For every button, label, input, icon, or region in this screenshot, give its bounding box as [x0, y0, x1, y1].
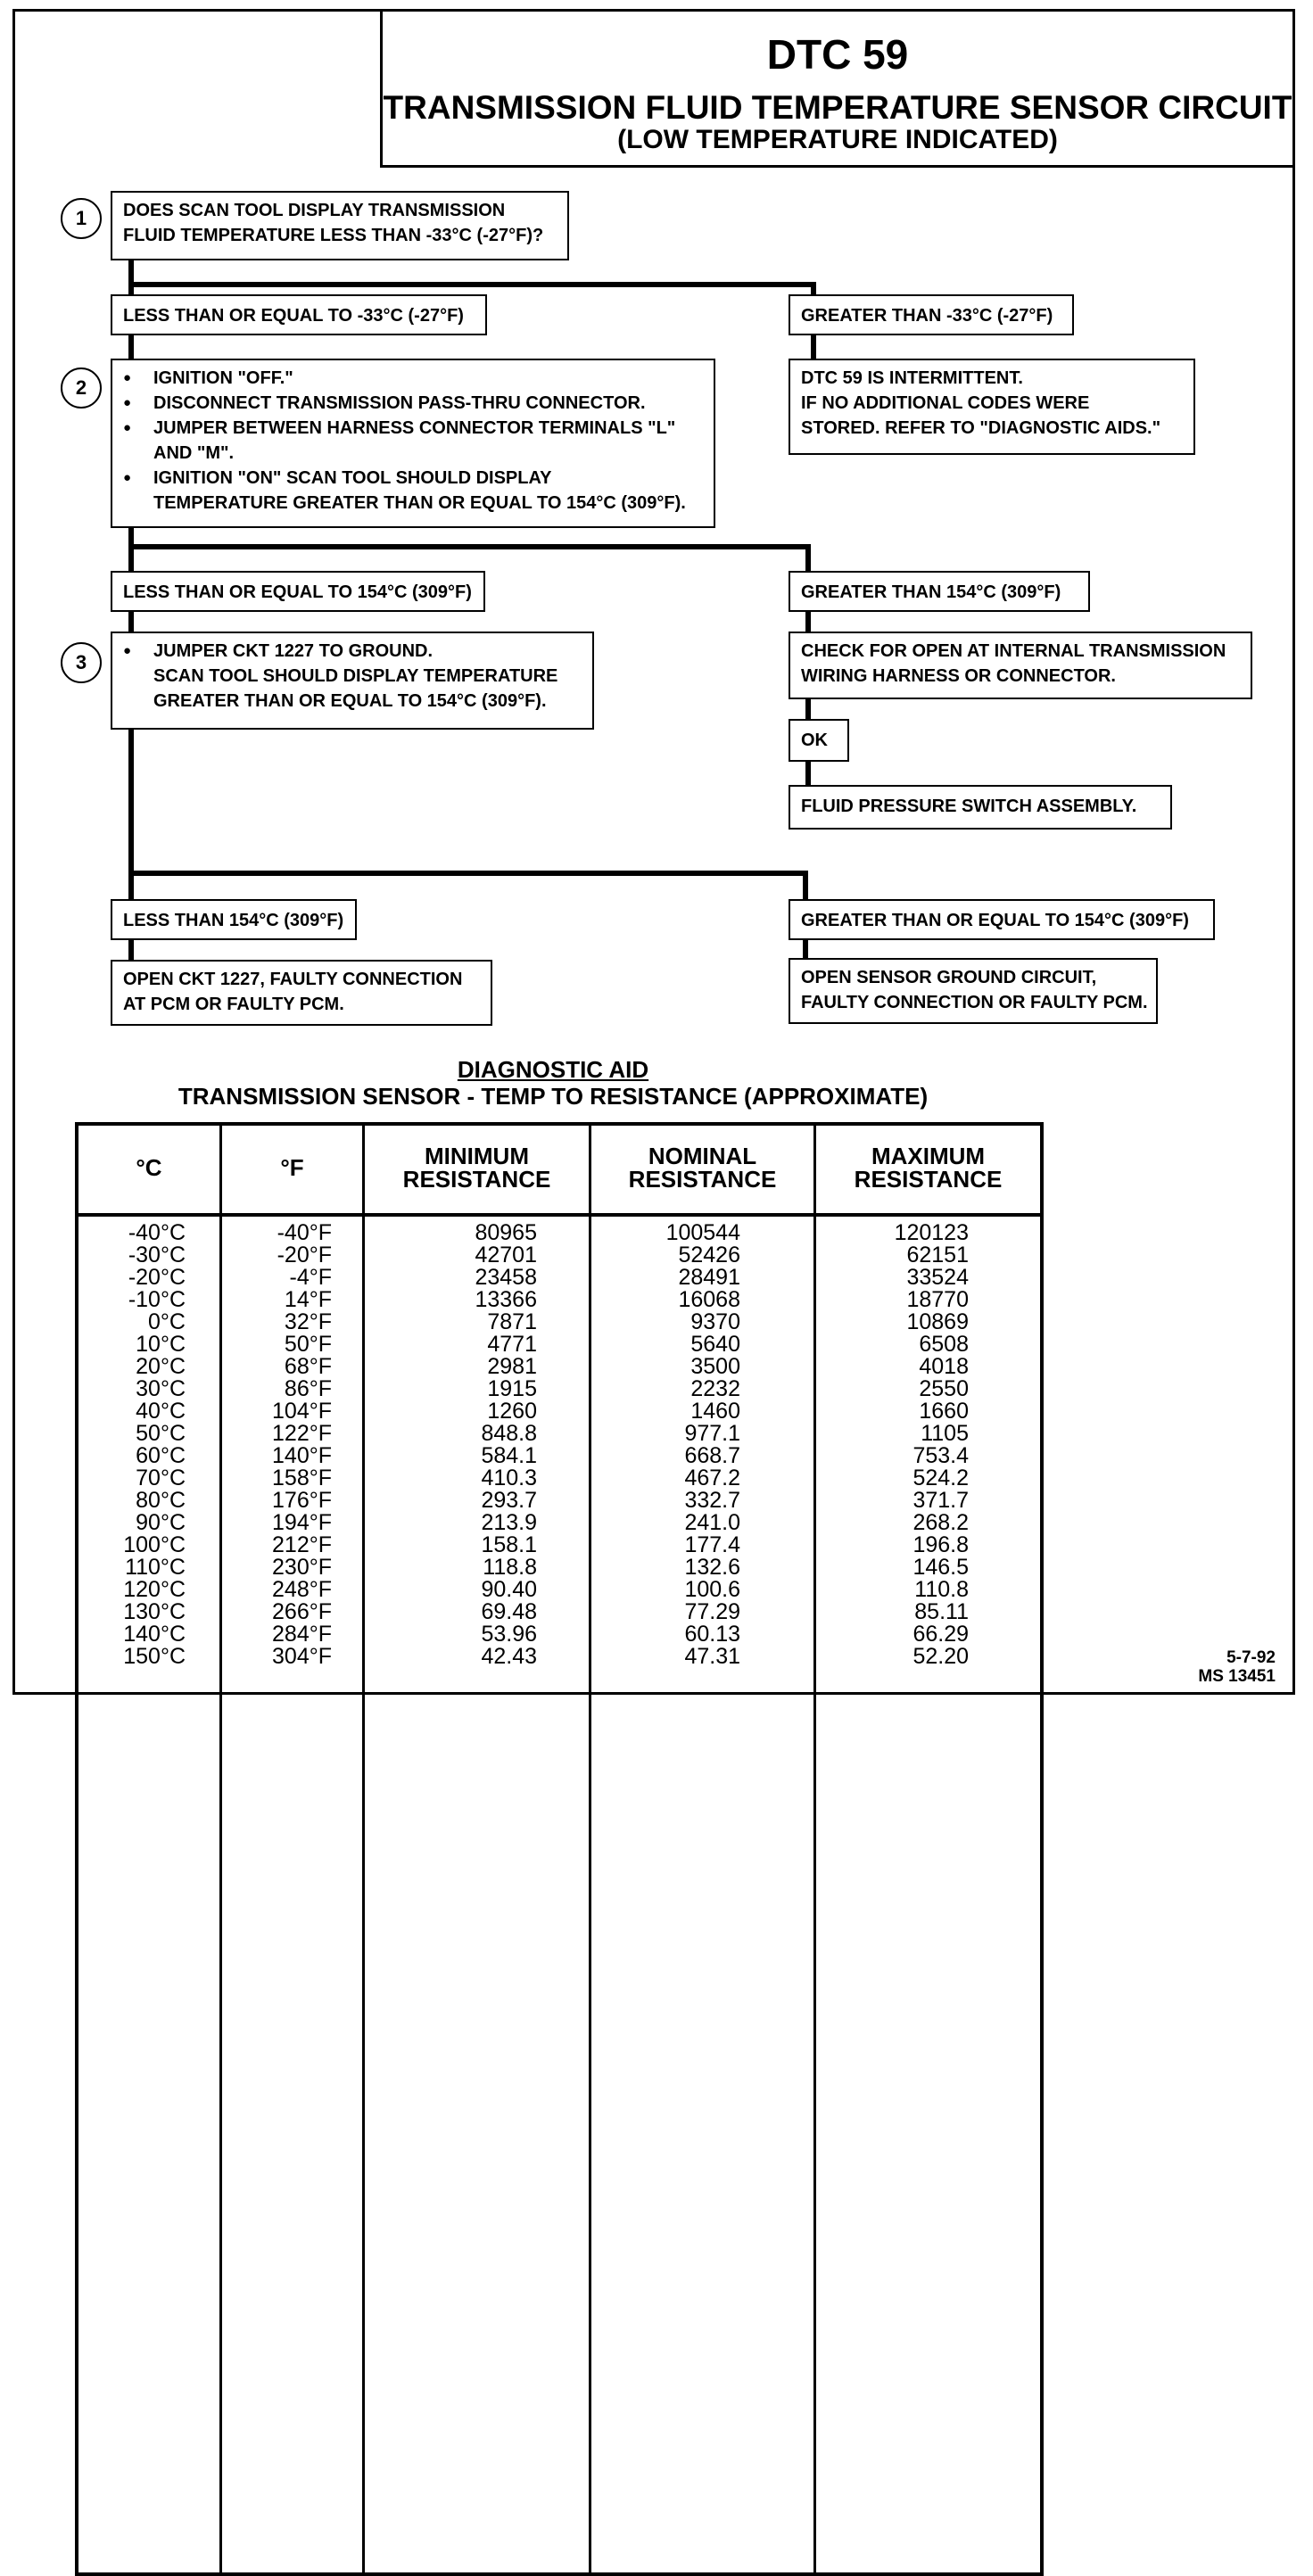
nominal-resistance-cell: 467.2 [684, 1466, 740, 1490]
min-resistance-cell: 848.8 [481, 1421, 537, 1446]
max-resistance-cell: 52.20 [912, 1644, 969, 1669]
nominal-resistance-cell: 77.29 [684, 1599, 740, 1624]
max-resistance-cell: 6508 [919, 1332, 969, 1357]
nominal-resistance-cell: 5640 [690, 1332, 740, 1357]
max-resistance-cell: 4018 [919, 1354, 969, 1379]
nominal-resistance-column [590, 1222, 740, 1668]
branch-1-right-result [789, 359, 1195, 455]
fahrenheit-cell: -40°F [277, 1220, 332, 1245]
footer-ref: MS 13451 [1198, 1667, 1276, 1686]
connector [128, 334, 134, 360]
min-resistance-cell: 42701 [475, 1243, 537, 1267]
celsius-cell: 30°C [136, 1376, 186, 1401]
step-1-number: 1 [61, 198, 102, 239]
diagnostic-aid-subtitle: TRANSMISSION SENSOR - TEMP TO RESISTANCE (APPROXIMATE) [178, 1083, 929, 1110]
fahrenheit-cell: 266°F [272, 1599, 332, 1624]
min-resistance-cell: 410.3 [481, 1466, 537, 1490]
min-resistance-cell: 53.96 [481, 1622, 537, 1647]
celsius-cell: 100°C [123, 1532, 186, 1557]
step-2-item: ● IGNITION "OFF." [123, 366, 703, 391]
minimum-resistance-column [364, 1222, 537, 1668]
step-2-number: 2 [61, 367, 102, 409]
min-resistance-cell: 118.8 [483, 1555, 537, 1580]
nominal-resistance-cell: 177.4 [684, 1532, 740, 1557]
celsius-cell: 130°C [123, 1599, 186, 1624]
connector [128, 938, 134, 962]
min-resistance-cell: 69.48 [481, 1599, 537, 1624]
nominal-resistance-cell: 1460 [690, 1399, 740, 1424]
connector [805, 762, 811, 785]
branch-3-right-result [789, 958, 1158, 1024]
result-line: OPEN SENSOR GROUND CIRCUIT, [801, 968, 1097, 987]
connector [128, 282, 815, 287]
min-resistance-cell: 293.7 [481, 1488, 537, 1513]
footer-reference [1198, 1648, 1276, 1686]
step-1-line: FLUID TEMPERATURE LESS THAN -33°C (-27°F)? [123, 226, 544, 245]
max-resistance-cell: 268.2 [912, 1510, 969, 1535]
nominal-resistance-cell: 52426 [678, 1243, 740, 1267]
fahrenheit-cell: 248°F [272, 1577, 332, 1602]
celsius-cell: 90°C [136, 1510, 186, 1535]
fahrenheit-cell: 50°F [284, 1332, 332, 1357]
connector [803, 871, 808, 903]
branch-2-right-check [789, 632, 1252, 699]
nominal-resistance-cell: 241.0 [684, 1510, 740, 1535]
check-line: WIRING HARNESS OR CONNECTOR. [801, 666, 1116, 686]
step-2-item-continued: TEMPERATURE GREATER THAN OR EQUAL TO 154°C (309°F). [153, 493, 686, 513]
fahrenheit-cell: 104°F [272, 1399, 332, 1424]
nominal-resistance-cell: 332.7 [684, 1488, 740, 1513]
header-nominal-resistance: NOMINAL RESISTANCE [628, 1143, 777, 1193]
connector [811, 334, 816, 360]
step-2-item: ● IGNITION "ON" SCAN TOOL SHOULD DISPLAY [123, 466, 703, 491]
fahrenheit-cell: 194°F [272, 1510, 332, 1535]
result-line: DTC 59 IS INTERMITTENT. [801, 368, 1023, 388]
ok-label: OK [789, 719, 849, 762]
connector [805, 612, 811, 633]
fahrenheit-cell: 230°F [272, 1555, 332, 1580]
diagnostic-aid-title: DIAGNOSTIC AID [457, 1056, 649, 1083]
celsius-cell: -30°C [128, 1243, 186, 1267]
step-3-item-continued: GREATER THAN OR EQUAL TO 154°C (309°F). [153, 691, 547, 711]
nominal-resistance-cell: 668.7 [684, 1443, 740, 1468]
step-3-instructions [111, 632, 594, 730]
fahrenheit-cell: 86°F [284, 1376, 332, 1401]
branch-1-left-label: LESS THAN OR EQUAL TO -33°C (-27°F) [111, 294, 487, 335]
min-resistance-cell: 90.40 [481, 1577, 537, 1602]
step-1-line: DOES SCAN TOOL DISPLAY TRANSMISSION [123, 201, 506, 220]
result-line: FAULTY CONNECTION OR FAULTY PCM. [801, 993, 1148, 1012]
celsius-cell: 110°C [125, 1555, 186, 1580]
branch-3-right-label: GREATER THAN OR EQUAL TO 154°C (309°F) [789, 899, 1215, 940]
branch-3-left-label: LESS THAN 154°C (309°F) [111, 899, 357, 940]
branch-2-left-label: LESS THAN OR EQUAL TO 154°C (309°F) [111, 571, 485, 612]
max-resistance-cell: 1105 [921, 1421, 969, 1446]
min-resistance-cell: 1260 [487, 1399, 537, 1424]
step-2-instructions [111, 359, 715, 528]
celsius-cell: 140°C [123, 1622, 186, 1647]
min-resistance-cell: 80965 [475, 1220, 537, 1245]
connector [811, 282, 816, 294]
result-line: OPEN CKT 1227, FAULTY CONNECTION [123, 970, 463, 989]
step-1-question [111, 191, 569, 260]
fahrenheit-cell: 68°F [284, 1354, 332, 1379]
fahrenheit-cell: 176°F [272, 1488, 332, 1513]
min-resistance-cell: 213.9 [481, 1510, 537, 1535]
max-resistance-cell: 18770 [906, 1287, 969, 1312]
page-title: TRANSMISSION FLUID TEMPERATURE SENSOR CIRCUIT [383, 89, 1292, 126]
min-resistance-cell: 42.43 [481, 1644, 537, 1669]
fahrenheit-cell: 158°F [272, 1466, 332, 1490]
fahrenheit-cell: -20°F [277, 1243, 332, 1267]
header-minimum-resistance: MINIMUM RESISTANCE [402, 1143, 551, 1193]
connector [128, 730, 134, 903]
celsius-cell: 70°C [136, 1466, 186, 1490]
celsius-cell: -40°C [128, 1220, 186, 1245]
celsius-cell: 20°C [136, 1354, 186, 1379]
connector [128, 259, 134, 294]
nominal-resistance-cell: 3500 [690, 1354, 740, 1379]
celsius-cell: 150°C [123, 1644, 186, 1669]
step-2-item: ● DISCONNECT TRANSMISSION PASS-THRU CONNECTOR. [123, 391, 703, 416]
max-resistance-cell: 196.8 [912, 1532, 969, 1557]
celsius-cell: 60°C [136, 1443, 186, 1468]
celsius-cell: -10°C [128, 1287, 186, 1312]
max-resistance-cell: 753.4 [912, 1443, 969, 1468]
max-resistance-cell: 1660 [919, 1399, 969, 1424]
min-resistance-cell: 2981 [487, 1354, 537, 1379]
celsius-cell: 0°C [148, 1309, 186, 1334]
connector [128, 612, 134, 633]
step-3-item-continued: SCAN TOOL SHOULD DISPLAY TEMPERATURE [153, 666, 558, 686]
page-subtitle: (LOW TEMPERATURE INDICATED) [617, 125, 1058, 154]
max-resistance-cell: 110.8 [914, 1577, 969, 1602]
celsius-cell: 120°C [123, 1577, 186, 1602]
min-resistance-cell: 158.1 [481, 1532, 537, 1557]
header-maximum-resistance: MAXIMUM RESISTANCE [854, 1143, 1003, 1193]
celsius-cell: 80°C [136, 1488, 186, 1513]
nominal-resistance-cell: 100544 [665, 1220, 740, 1245]
branch-3-left-result [111, 960, 492, 1026]
step-2-item: ● JUMPER BETWEEN HARNESS CONNECTOR TERMINALS "L" [123, 416, 703, 441]
celsius-cell: 10°C [136, 1332, 186, 1357]
result-line: AT PCM OR FAULTY PCM. [123, 995, 344, 1014]
nominal-resistance-cell: 47.31 [684, 1644, 740, 1669]
max-resistance-cell: 62151 [906, 1243, 969, 1267]
fahrenheit-column [219, 1222, 332, 1668]
step-3-item: ● JUMPER CKT 1227 TO GROUND. [123, 639, 582, 664]
max-resistance-cell: 146.5 [912, 1555, 969, 1580]
result-line: IF NO ADDITIONAL CODES WERE [801, 393, 1090, 413]
max-resistance-cell: 85.11 [914, 1599, 969, 1624]
check-line: CHECK FOR OPEN AT INTERNAL TRANSMISSION [801, 641, 1226, 661]
fahrenheit-cell: 284°F [272, 1622, 332, 1647]
step-2-item-continued: AND "M". [153, 443, 235, 463]
branch-1-right-label: GREATER THAN -33°C (-27°F) [789, 294, 1074, 335]
connector [128, 871, 808, 876]
connector [803, 938, 808, 960]
min-resistance-cell: 4771 [487, 1332, 537, 1357]
max-resistance-cell: 371.7 [912, 1488, 969, 1513]
max-resistance-cell: 524.2 [912, 1466, 969, 1490]
nominal-resistance-cell: 16068 [678, 1287, 740, 1312]
min-resistance-cell: 7871 [487, 1309, 537, 1334]
min-resistance-cell: 13366 [475, 1287, 537, 1312]
fahrenheit-cell: 304°F [272, 1644, 332, 1669]
nominal-resistance-cell: 60.13 [684, 1622, 740, 1647]
nominal-resistance-cell: 132.6 [684, 1555, 740, 1580]
fahrenheit-cell: 14°F [284, 1287, 332, 1312]
branch-2-right-result: FLUID PRESSURE SWITCH ASSEMBLY. [789, 785, 1172, 830]
nominal-resistance-cell: 100.6 [684, 1577, 740, 1602]
dtc-code: DTC 59 [766, 31, 909, 78]
nominal-resistance-cell: 28491 [678, 1265, 740, 1290]
celsius-column [75, 1222, 186, 1668]
max-resistance-cell: 120123 [894, 1220, 969, 1245]
nominal-resistance-cell: 977.1 [684, 1421, 740, 1446]
connector [805, 698, 811, 719]
max-resistance-cell: 10869 [906, 1309, 969, 1334]
fahrenheit-cell: 212°F [272, 1532, 332, 1557]
celsius-cell: 40°C [136, 1399, 186, 1424]
connector [128, 544, 811, 549]
min-resistance-cell: 23458 [475, 1265, 537, 1290]
celsius-cell: -20°C [128, 1265, 186, 1290]
step-3-number: 3 [61, 642, 102, 683]
min-resistance-cell: 584.1 [481, 1443, 537, 1468]
nominal-resistance-cell: 2232 [690, 1376, 740, 1401]
branch-2-right-label: GREATER THAN 154°C (309°F) [789, 571, 1090, 612]
min-resistance-cell: 1915 [487, 1376, 537, 1401]
max-resistance-cell: 66.29 [912, 1622, 969, 1647]
nominal-resistance-cell: 9370 [690, 1309, 740, 1334]
fahrenheit-cell: 32°F [284, 1309, 332, 1334]
header-celsius: °C [136, 1154, 162, 1181]
maximum-resistance-column [815, 1222, 969, 1668]
header-fahrenheit: °F [280, 1154, 304, 1181]
fahrenheit-cell: -4°F [289, 1265, 332, 1290]
result-line: STORED. REFER TO "DIAGNOSTIC AIDS." [801, 418, 1161, 438]
max-resistance-cell: 2550 [919, 1376, 969, 1401]
footer-date: 5-7-92 [1226, 1648, 1276, 1667]
celsius-cell: 50°C [136, 1421, 186, 1446]
fahrenheit-cell: 140°F [272, 1443, 332, 1468]
fahrenheit-cell: 122°F [272, 1421, 332, 1446]
max-resistance-cell: 33524 [906, 1265, 969, 1290]
